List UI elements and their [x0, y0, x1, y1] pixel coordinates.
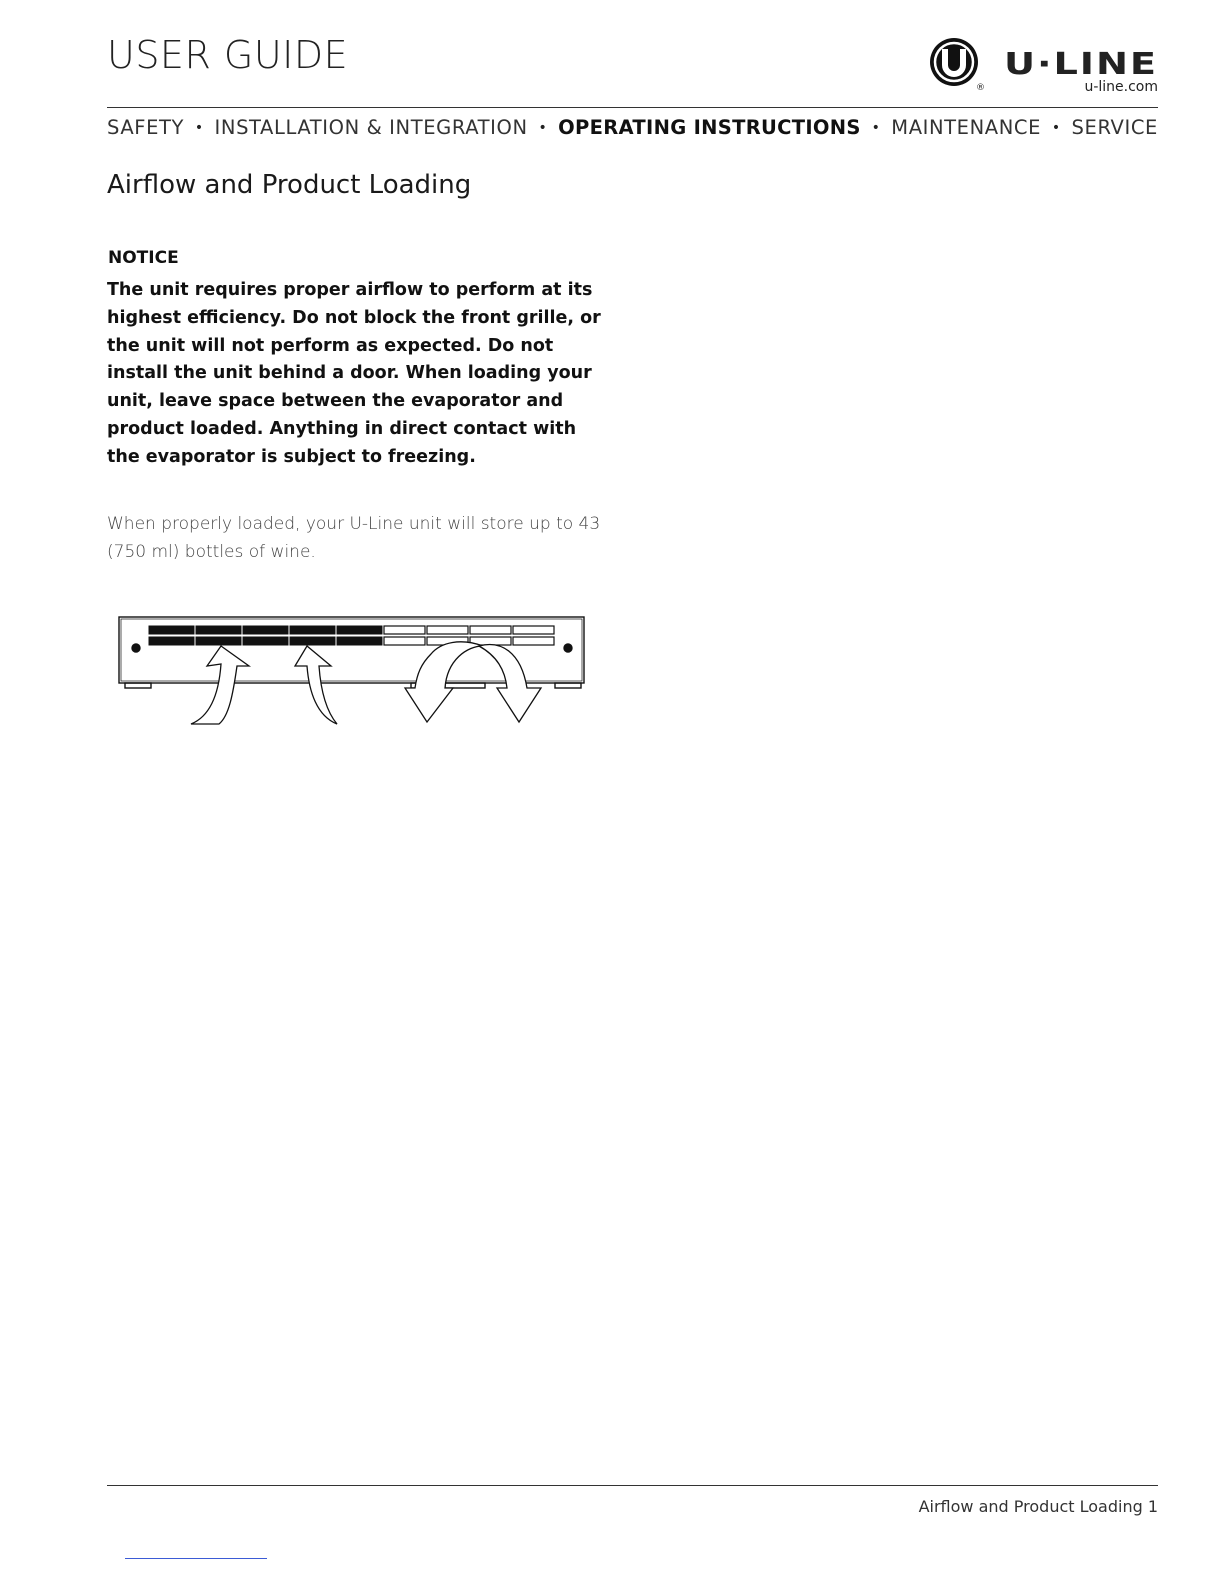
- brand-wordmark: U·LINE: [1004, 47, 1158, 82]
- nav-item-service: SERVICE: [1071, 116, 1158, 139]
- section-nav: [107, 116, 1158, 139]
- page-title: USER GUIDE: [107, 33, 349, 77]
- brand-url: u-line.com: [1084, 79, 1158, 95]
- nav-item-maintenance: MAINTENANCE: [891, 116, 1042, 139]
- nav-item-safety: SAFETY: [107, 116, 185, 139]
- footer-rule: [107, 1485, 1158, 1486]
- capacity-text: When properly loaded, your U-Line unit will store up to 43 (750 ml) bottles of wine.: [107, 514, 601, 562]
- nav-separator: •: [194, 119, 204, 136]
- registered-mark: ®: [976, 83, 985, 93]
- nav-separator: •: [871, 119, 881, 136]
- header-rule: [107, 107, 1158, 108]
- nav-item-operating-instructions: OPERATING INSTRUCTIONS: [558, 116, 861, 139]
- grille-airflow-diagram: [115, 612, 590, 730]
- section-title: Airflow and Product Loading: [107, 170, 472, 200]
- nav-separator: •: [1051, 119, 1061, 136]
- footer-link-underline[interactable]: [125, 1558, 267, 1559]
- nav-item-installation: INSTALLATION & INTEGRATION: [214, 116, 528, 139]
- nav-separator: •: [538, 119, 548, 136]
- footer-page-label: Airflow and Product Loading 1: [918, 1497, 1158, 1516]
- notice-heading: NOTICE: [108, 248, 179, 268]
- notice-body: The unit requires proper airflow to perform at its highest efficiency. Do not block the front grille, or the unit will not perform as expected. Do not install the unit behind a door. When loading your unit, leave space between the evaporator and product loaded. Anything in direct contact with the evaporator is subject to freezing.: [107, 280, 601, 467]
